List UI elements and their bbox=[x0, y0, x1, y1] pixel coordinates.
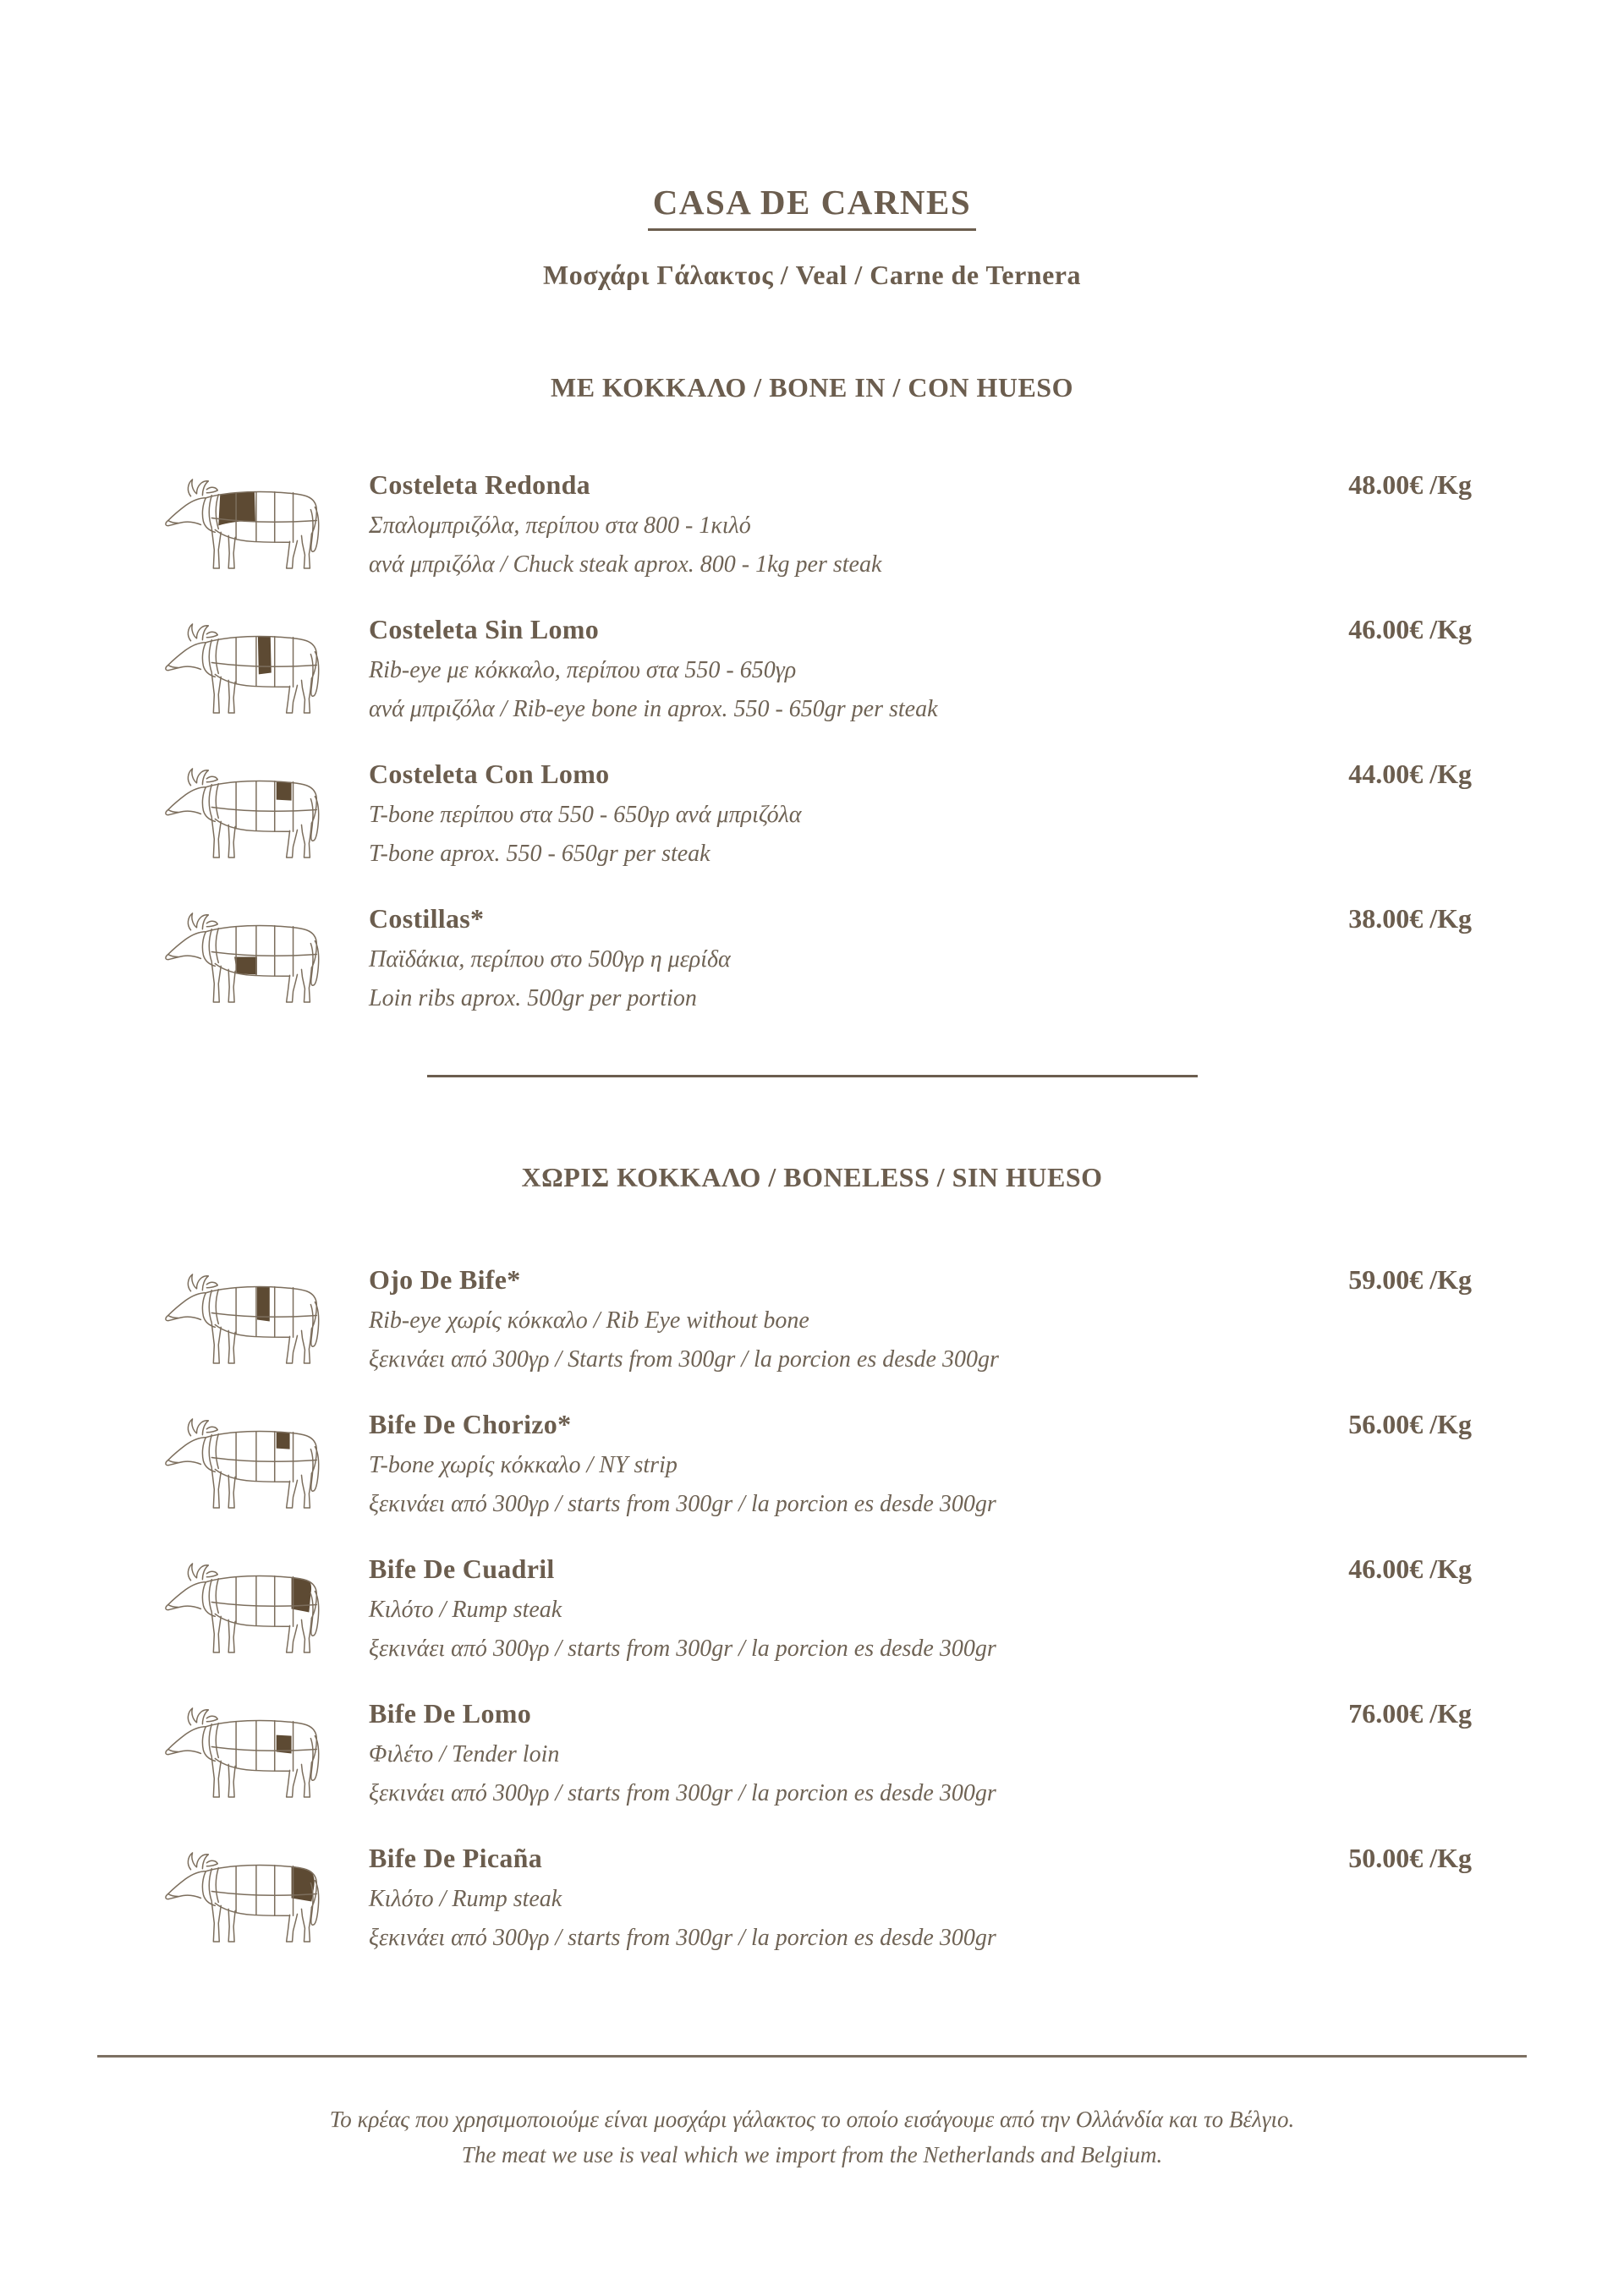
cow-cut-diagram bbox=[152, 1698, 337, 1803]
highlighted-cut bbox=[258, 637, 272, 675]
cow-cut-diagram bbox=[152, 903, 337, 1008]
cow-diagram-icon bbox=[161, 903, 332, 1008]
cow-cut-diagram bbox=[152, 1553, 337, 1658]
menu-item-body bbox=[369, 1553, 1472, 1663]
menu-item-title-row bbox=[369, 1698, 1472, 1729]
highlighted-cut bbox=[277, 1433, 290, 1449]
item-price-amount: 48.00€ bbox=[1348, 469, 1424, 500]
cow-diagram-icon bbox=[161, 614, 332, 719]
item-price-unit: /Kg bbox=[1429, 1264, 1472, 1295]
item-description-line1: Σπαλομπριζόλα, περίπου στα 800 - 1κιλό bbox=[369, 512, 751, 539]
item-name: Ojo De Bife* bbox=[369, 1264, 521, 1295]
item-price bbox=[1348, 1553, 1472, 1585]
item-name: Costeleta Sin Lomo bbox=[369, 614, 600, 644]
cow-diagram-icon bbox=[161, 1409, 332, 1514]
menu-item-title-row bbox=[369, 903, 1472, 934]
item-name: Bife De Lomo bbox=[369, 1698, 532, 1729]
item-description-line2: ανά μπριζόλα / Chuck steak aprox. 800 - 1kg per steak bbox=[369, 551, 882, 578]
section-bone-in-items bbox=[0, 469, 1624, 1048]
item-description-line2: ανά μπριζόλα / Rib-eye bone in aprox. 550 - 650gr per steak bbox=[369, 696, 938, 722]
item-description-line1: Παϊδάκια, περίπου στο 500γρ η μερίδα bbox=[369, 946, 731, 973]
item-name: Costeleta Redonda bbox=[369, 469, 590, 500]
item-description-line2: Loin ribs aprox. 500gr per portion bbox=[369, 985, 697, 1011]
menu-item bbox=[152, 1553, 1472, 1698]
cow-cut-diagram bbox=[152, 1409, 337, 1514]
highlighted-cut bbox=[277, 782, 292, 801]
item-price bbox=[1348, 469, 1472, 501]
item-price-amount: 44.00€ bbox=[1348, 759, 1424, 789]
cow-outline bbox=[166, 769, 319, 858]
cow-diagram-icon bbox=[161, 1553, 332, 1658]
menu-item-title-row bbox=[369, 1553, 1472, 1585]
menu-item bbox=[152, 469, 1472, 614]
item-description-line2: ξεκινάει από 300γρ / starts from 300gr / la porcion es desde 300gr bbox=[369, 1925, 996, 1951]
item-price bbox=[1348, 614, 1472, 645]
item-description-line2: ξεκινάει από 300γρ / starts from 300gr / la porcion es desde 300gr bbox=[369, 1491, 996, 1517]
cow-diagram-icon bbox=[161, 469, 332, 574]
item-price-unit: /Kg bbox=[1429, 759, 1472, 789]
cow-diagram-icon bbox=[161, 1843, 332, 1948]
item-price-unit: /Kg bbox=[1429, 1553, 1472, 1584]
section-boneless-items bbox=[0, 1264, 1624, 1987]
cow-cut-diagram bbox=[152, 1264, 337, 1369]
cow-cut-diagram bbox=[152, 759, 337, 863]
item-description-line2: ξεκινάει από 300γρ / starts from 300gr / la porcion es desde 300gr bbox=[369, 1780, 996, 1806]
item-name: Bife De Chorizo* bbox=[369, 1409, 572, 1439]
item-name: Bife De Picaña bbox=[369, 1843, 543, 1873]
footer-divider bbox=[97, 2055, 1527, 2058]
menu-item bbox=[152, 1698, 1472, 1843]
item-price-amount: 38.00€ bbox=[1348, 903, 1424, 934]
cow-outline bbox=[166, 1708, 319, 1797]
cow-outline bbox=[166, 479, 319, 568]
item-price-unit: /Kg bbox=[1429, 1698, 1472, 1729]
menu-item-title-row bbox=[369, 1264, 1472, 1296]
item-price bbox=[1348, 1264, 1472, 1296]
menu-item-body bbox=[369, 1264, 1472, 1374]
page-subtitle: Μοσχάρι Γάλακτος / Veal / Carne de Ternera bbox=[543, 260, 1081, 290]
menu-item-title-row bbox=[369, 469, 1472, 501]
item-price bbox=[1348, 759, 1472, 790]
item-name: Costillas* bbox=[369, 903, 485, 934]
footer-note-greek: Το κρέας που χρησιμοποιούμε είναι μοσχάρι γάλακτος το οποίο εισάγουμε από την Ολλάνδία και το Βέλγιο. bbox=[329, 2107, 1295, 2132]
cow-outline bbox=[166, 1274, 319, 1363]
menu-item bbox=[152, 759, 1472, 903]
menu-item bbox=[152, 1264, 1472, 1409]
item-price bbox=[1348, 1698, 1472, 1729]
item-price bbox=[1348, 1843, 1472, 1874]
footer-note-english: The meat we use is veal which we import from the Netherlands and Belgium. bbox=[461, 2142, 1163, 2167]
menu-item bbox=[152, 614, 1472, 759]
cow-diagram-icon bbox=[161, 759, 332, 863]
item-price-amount: 76.00€ bbox=[1348, 1698, 1424, 1729]
highlighted-cut bbox=[292, 1577, 311, 1613]
section-header-bone-in: ΜΕ ΚΟΚΚΑΛΟ / BONE IN / CON HUESO bbox=[551, 372, 1073, 403]
item-description-line1: Rib-eye με κόκκαλο, περίπου στα 550 - 650γρ bbox=[369, 657, 797, 683]
menu-item-body bbox=[369, 469, 1472, 579]
highlighted-cut bbox=[234, 956, 257, 974]
page-title: CASA DE CARNES bbox=[648, 182, 976, 231]
item-price-unit: /Kg bbox=[1429, 1843, 1472, 1873]
menu-item-body bbox=[369, 903, 1472, 1013]
item-description-line1: Κιλότο / Rump steak bbox=[369, 1597, 562, 1623]
item-price-amount: 46.00€ bbox=[1348, 1553, 1424, 1584]
section-header-boneless: ΧΩΡΙΣ ΚΟΚΚΑΛΟ / BONELESS / SIN HUESO bbox=[521, 1162, 1103, 1192]
menu-item-title-row bbox=[369, 1843, 1472, 1874]
menu-item-body bbox=[369, 614, 1472, 724]
item-description-line1: T-bone χωρίς κόκκαλο / NY strip bbox=[369, 1452, 678, 1478]
cow-diagram-icon bbox=[161, 1264, 332, 1369]
menu-item-body bbox=[369, 1843, 1472, 1953]
item-name: Costeleta Con Lomo bbox=[369, 759, 610, 789]
item-description-line1: Κιλότο / Rump steak bbox=[369, 1886, 562, 1912]
cow-diagram-icon bbox=[161, 1698, 332, 1803]
section-divider bbox=[427, 1075, 1198, 1077]
item-price-amount: 50.00€ bbox=[1348, 1843, 1424, 1873]
item-price-unit: /Kg bbox=[1429, 614, 1472, 644]
menu-item-title-row bbox=[369, 614, 1472, 645]
menu-item-title-row bbox=[369, 1409, 1472, 1440]
menu-item bbox=[152, 1843, 1472, 1987]
item-description-line2: ξεκινάει από 300γρ / Starts from 300gr / la porcion es desde 300gr bbox=[369, 1346, 999, 1373]
menu-item bbox=[152, 1409, 1472, 1553]
cow-outline bbox=[166, 1419, 319, 1508]
item-price bbox=[1348, 903, 1472, 934]
item-description-line2: ξεκινάει από 300γρ / starts from 300gr / la porcion es desde 300gr bbox=[369, 1636, 996, 1662]
item-description-line1: Rib-eye χωρίς κόκκαλο / Rib Eye without bone bbox=[369, 1307, 809, 1334]
cow-cut-diagram bbox=[152, 614, 337, 719]
item-price-unit: /Kg bbox=[1429, 1409, 1472, 1439]
item-price-unit: /Kg bbox=[1429, 469, 1472, 500]
cow-cut-diagram bbox=[152, 1843, 337, 1948]
item-price-amount: 59.00€ bbox=[1348, 1264, 1424, 1295]
menu-header bbox=[0, 0, 1624, 291]
menu-item-body bbox=[369, 1409, 1472, 1519]
item-description-line2: T-bone aprox. 550 - 650gr per steak bbox=[369, 841, 710, 867]
item-description-line1: T-bone περίπου στα 550 - 650γρ ανά μπριζόλα bbox=[369, 802, 802, 828]
cow-cut-diagram bbox=[152, 469, 337, 574]
item-description-line1: Φιλέτο / Tender loin bbox=[369, 1741, 560, 1767]
cow-outline bbox=[166, 624, 319, 713]
item-name: Bife De Cuadril bbox=[369, 1553, 555, 1584]
item-price-unit: /Kg bbox=[1429, 903, 1472, 934]
menu-item-body bbox=[369, 1698, 1472, 1808]
item-price-amount: 46.00€ bbox=[1348, 614, 1424, 644]
item-price bbox=[1348, 1409, 1472, 1440]
menu-item bbox=[152, 903, 1472, 1048]
footer-note bbox=[0, 2101, 1624, 2173]
menu-item-body bbox=[369, 759, 1472, 869]
menu-item-title-row bbox=[369, 759, 1472, 790]
item-price-amount: 56.00€ bbox=[1348, 1409, 1424, 1439]
